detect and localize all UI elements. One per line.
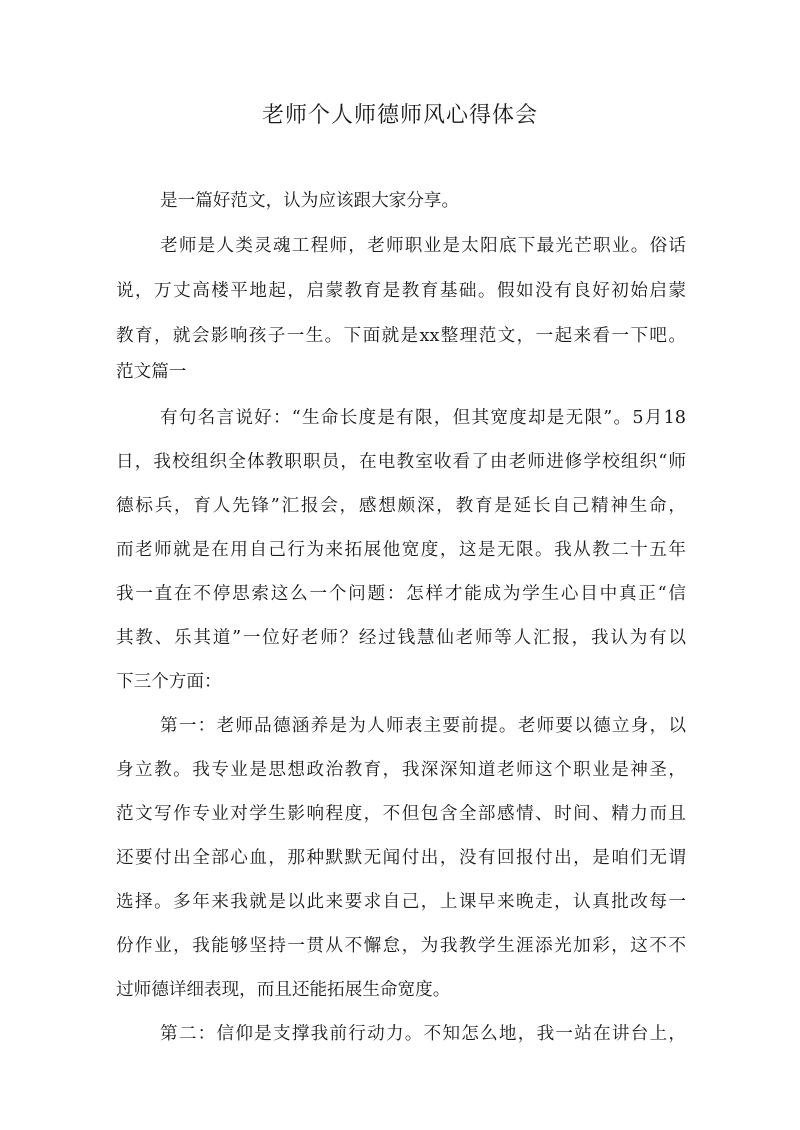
paragraph-line: 日，我校组织全体教职职员，在电教室收看了由老师进修学校组织“师 — [116, 452, 686, 472]
document-title: 老师个人师德师风心得体会 — [261, 103, 538, 128]
paragraph-line: 我一直在不停思索这么一个问题：怎样才能成为学生心目中真正“信 — [116, 584, 686, 604]
paragraph-line: 过师德详细表现，而且还能拓展生命宽度。 — [116, 980, 451, 1000]
paragraph-line: 说，万丈高楼平地起，启蒙教育是教育基础。假如没有良好初始启蒙 — [116, 281, 686, 301]
paragraph-line: 其教、乐其道”一位好老师？经过钱慧仙老师等人汇报，我认为有以 — [116, 628, 686, 648]
paragraph-line: 老师是人类灵魂工程师，老师职业是太阳底下最光芒职业。俗话 — [160, 236, 686, 256]
paragraph-line: 而老师就是在用自己行为来拓展他宽度，这是无限。我从教二十五年 — [116, 540, 686, 560]
paragraph-line: 选择。多年来我就是以此来要求自己，上课早来晚走，认真批改每一 — [116, 892, 686, 912]
paragraph-line: 下三个方面： — [116, 672, 222, 692]
paragraph-line: 第一：老师品德涵养是为人师表主要前提。老师要以德立身，以 — [160, 716, 686, 736]
section-heading: 范文篇一 — [116, 362, 187, 382]
paragraph-line: 范文写作专业对学生影响程度，不但包含全部感情、时间、精力而且 — [116, 804, 686, 824]
paragraph-line: 有句名言说好：“生命长度是有限，但其宽度却是无限”。5月18 — [160, 408, 686, 428]
paragraph-line: 是一篇好范文，认为应该跟大家分享。 — [160, 191, 460, 211]
paragraph-line: 身立教。我专业是思想政治教育，我深深知道老师这个职业是神圣， — [116, 760, 686, 780]
paragraph-line: 第二：信仰是支撑我前行动力。不知怎么地，我一站在讲台上， — [160, 1024, 686, 1044]
paragraph-line: 份作业，我能够坚持一贯从不懈怠，为我教学生涯添光加彩，这不不 — [116, 936, 686, 956]
paragraph-line: 教育，就会影响孩子一生。下面就是xx整理范文，一起来看一下吧。 — [116, 326, 686, 346]
paragraph-line: 德标兵，育人先锋”汇报会，感想颇深，教育是延长自己精神生命， — [116, 496, 686, 516]
paragraph-line: 还要付出全部心血，那种默默无闻付出，没有回报付出，是咱们无谓 — [116, 848, 686, 868]
